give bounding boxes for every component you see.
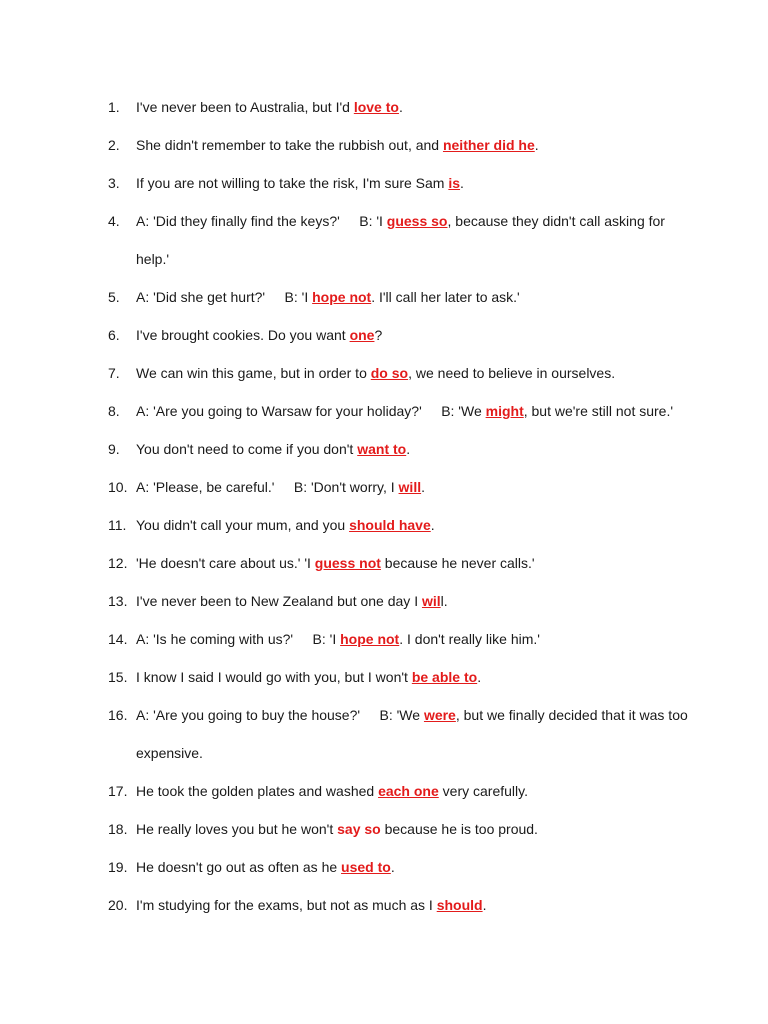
- item-number: 10.: [108, 479, 128, 495]
- sentence-text: .: [390, 859, 395, 875]
- answer-text: guess not: [314, 555, 381, 571]
- sentence-text: .: [477, 669, 482, 685]
- sentence-text: because he is too proud.: [380, 821, 538, 837]
- sentence-text: We can win this game, but in order to: [136, 365, 371, 381]
- sentence-text: A: 'Did she get hurt?' B: 'I: [136, 289, 313, 305]
- sentence-text: ?: [374, 327, 383, 343]
- list-item: [108, 544, 688, 582]
- list-item: [108, 886, 688, 924]
- item-sentence: [136, 278, 688, 316]
- item-number: 19.: [108, 859, 128, 875]
- sentence-text: .: [398, 99, 403, 115]
- sentence-text: A: 'Did they finally find the keys?' B: 'I: [136, 213, 387, 229]
- sentence-text: .: [460, 175, 464, 191]
- sentence-text: . I don't really like him.': [399, 631, 540, 647]
- list-item: [108, 392, 688, 430]
- sentence-text: I've brought cookies. Do you want: [136, 327, 350, 343]
- item-number: 3.: [108, 175, 120, 191]
- list-item: [108, 278, 688, 316]
- sentence-text: A: 'Are you going to Warsaw for your holiday?' B: 'We: [136, 403, 486, 419]
- item-sentence: [136, 164, 688, 202]
- sentence-text: I'm studying for the exams, but not as much as I: [136, 897, 437, 913]
- item-number: 17.: [108, 783, 128, 799]
- sentence-text: If you are not willing to take the risk, I'm sure Sam: [136, 175, 449, 191]
- item-number: 7.: [108, 365, 120, 381]
- item-sentence: [136, 696, 688, 772]
- answer-text: might: [485, 403, 524, 419]
- item-sentence: [136, 354, 688, 392]
- item-sentence: [136, 544, 688, 582]
- item-sentence: [136, 772, 688, 810]
- sentence-text: very carefully.: [438, 783, 528, 799]
- answer-text: should: [436, 897, 483, 913]
- list-item: [108, 658, 688, 696]
- sentence-text: I know I said I would go with you, but I won't: [136, 669, 412, 685]
- sentence-text: He doesn't go out as often as he: [136, 859, 342, 875]
- sentence-text: I've never been to Australia, but I'd: [136, 99, 354, 115]
- item-sentence: [136, 430, 688, 468]
- item-number: 20.: [108, 897, 128, 913]
- item-sentence: [136, 506, 688, 544]
- item-number: 1.: [108, 99, 120, 115]
- sentence-text: l.: [440, 593, 448, 609]
- list-item: [108, 164, 688, 202]
- list-item: [108, 696, 688, 772]
- item-number: 12.: [108, 555, 128, 571]
- item-number: 4.: [108, 213, 120, 229]
- list-item: [108, 810, 688, 848]
- sentence-text: A: 'Is he coming with us?' B: 'I: [136, 631, 341, 647]
- item-sentence: [136, 848, 688, 886]
- sentence-text: A: 'Please, be careful.' B: 'Don't worry, I: [136, 479, 399, 495]
- list-item: [108, 316, 688, 354]
- sentence-text: I've never been to New Zealand but one day I: [136, 593, 422, 609]
- sentence-text: 'He doesn't care about us.' 'I: [136, 555, 315, 571]
- answer-text: should have: [349, 517, 431, 533]
- item-sentence: [136, 658, 688, 696]
- item-sentence: [136, 810, 688, 848]
- list-item: [108, 468, 688, 506]
- list-item: [108, 506, 688, 544]
- answer-text: wil: [421, 593, 441, 609]
- answer-text: be able to: [411, 669, 478, 685]
- list-item: [108, 88, 688, 126]
- sentence-text: You didn't call your mum, and you: [136, 517, 350, 533]
- sentence-text: because he never calls.': [380, 555, 535, 571]
- sentence-text: He really loves you but he won't: [136, 821, 338, 837]
- list-item: [108, 354, 688, 392]
- sentence-text: You don't need to come if you don't: [136, 441, 358, 457]
- answer-text: hope not: [312, 289, 372, 305]
- item-sentence: [136, 126, 688, 164]
- item-number: 9.: [108, 441, 120, 457]
- sentence-text: , we need to believe in ourselves.: [408, 365, 616, 381]
- item-number: 8.: [108, 403, 120, 419]
- sentence-text: .: [406, 441, 411, 457]
- answer-text: love to: [353, 99, 399, 115]
- answer-text: hope not: [340, 631, 400, 647]
- sentence-text: . I'll call her later to ask.': [371, 289, 520, 305]
- sentence-text: , but we finally decided that it was too expensive.: [136, 707, 688, 761]
- item-sentence: [136, 392, 688, 430]
- list-item: [108, 582, 688, 620]
- list-item: [108, 620, 688, 658]
- answer-text: neither did he: [442, 137, 535, 153]
- item-sentence: [136, 582, 688, 620]
- item-sentence: [136, 620, 688, 658]
- answer-text: each one: [378, 783, 439, 799]
- sentence-text: He took the golden plates and washed: [136, 783, 379, 799]
- answer-text: were: [423, 707, 456, 723]
- item-number: 18.: [108, 821, 128, 837]
- list-item: [108, 848, 688, 886]
- item-sentence: [136, 316, 688, 354]
- sentence-text: .: [421, 479, 425, 495]
- answer-text: one: [349, 327, 375, 343]
- item-number: 15.: [108, 669, 128, 685]
- item-sentence: [136, 468, 688, 506]
- item-number: 16.: [108, 707, 128, 723]
- item-number: 2.: [108, 137, 120, 153]
- item-number: 11.: [108, 517, 127, 533]
- list-item: [108, 126, 688, 164]
- answer-text: used to: [341, 859, 391, 875]
- answer-text: want to: [357, 441, 407, 457]
- answer-text: will: [398, 479, 422, 495]
- sentence-text: , because they didn't call asking for help.': [136, 213, 665, 267]
- sentence-text: .: [482, 897, 487, 913]
- item-number: 6.: [108, 327, 120, 343]
- list-item: [108, 772, 688, 810]
- answer-text: guess so: [386, 213, 448, 229]
- item-sentence: [136, 88, 688, 126]
- sentence-text: .: [430, 517, 435, 533]
- item-number: 14.: [108, 631, 128, 647]
- sentence-text: She didn't remember to take the rubbish out, and: [136, 137, 443, 153]
- list-item: [108, 430, 688, 468]
- exercise-answer-list: [108, 88, 688, 924]
- list-item: [108, 202, 688, 278]
- sentence-text: , but we're still not sure.': [523, 403, 674, 419]
- item-sentence: [136, 202, 688, 278]
- answer-text: do so: [370, 365, 409, 381]
- sentence-text: A: 'Are you going to buy the house?' B: 'We: [136, 707, 424, 723]
- sentence-text: .: [534, 137, 539, 153]
- answer-text: say so: [337, 821, 381, 837]
- answer-text: is: [448, 175, 461, 191]
- item-number: 5.: [108, 289, 120, 305]
- item-number: 13.: [108, 593, 128, 609]
- item-sentence: [136, 886, 688, 924]
